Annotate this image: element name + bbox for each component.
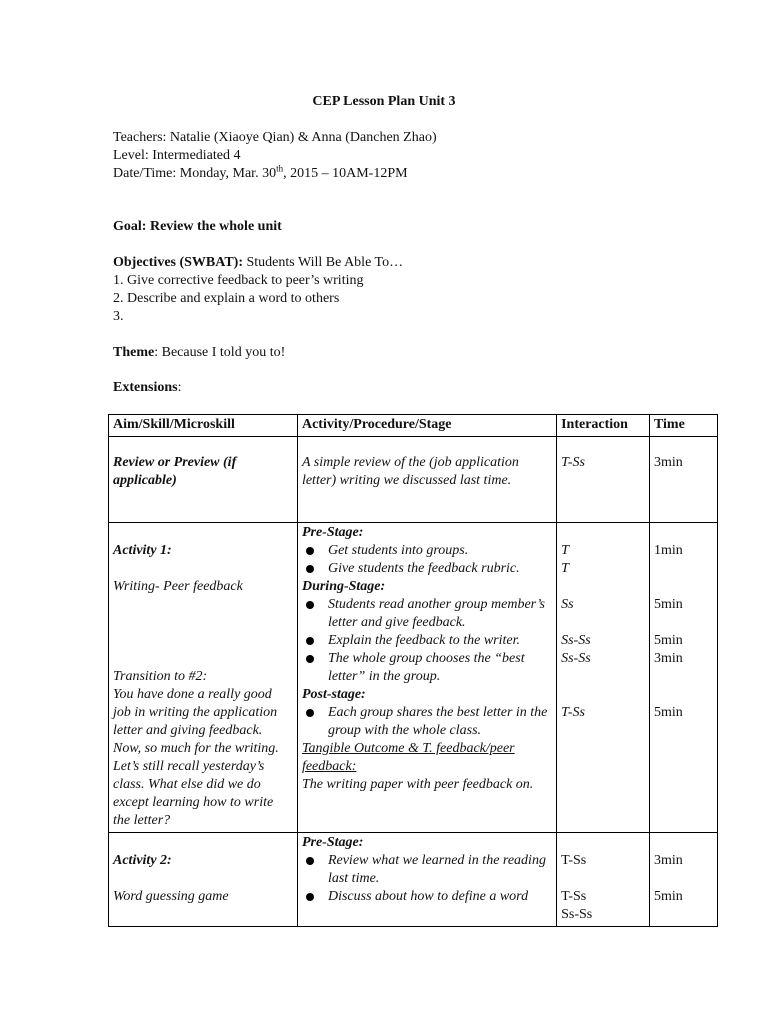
goal-label: Goal: <box>113 219 147 234</box>
list-item: Students read another group member’s letter and give feedback. <box>302 596 552 632</box>
list-item: Explain the feedback to the writer. <box>302 632 552 650</box>
table-row-review <box>109 437 718 523</box>
date-superscript: th <box>276 163 284 174</box>
extensions-colon: : <box>177 380 182 395</box>
activity1-title: Activity 1: <box>113 543 172 558</box>
interaction-value: Ss <box>561 597 574 612</box>
during-stage-label: During-Stage: <box>301 579 386 594</box>
goal-line <box>113 219 282 235</box>
list-item: Get students into groups. <box>302 542 552 560</box>
interaction-value: Ss-Ss <box>561 633 591 648</box>
objectives-intro: Students Will Be Able To… <box>243 255 404 270</box>
activity2-title: Activity 2: <box>113 853 172 868</box>
activity1-time-cell <box>649 523 717 833</box>
outcome-text: The writing paper with peer feedback on. <box>301 777 534 792</box>
objectives-heading <box>113 255 403 271</box>
time-value: 5min <box>653 597 683 612</box>
table-row-activity-2 <box>109 833 718 927</box>
post-stage-list <box>302 704 552 740</box>
time-value: 5min <box>653 705 683 720</box>
transition-title: Transition to #2: <box>113 669 208 684</box>
activity1-aim-cell <box>109 523 298 833</box>
transition-text: You have done a really good job in writing the application letter and giving feedback. Now, so much for the writing. Let’s still recall yesterday’s class. What else did we do except learning how to write the letter? <box>113 687 279 828</box>
theme-line <box>113 345 285 361</box>
review-aim: Review or Preview (if applicable) <box>113 455 237 488</box>
interaction-value: T-Ss <box>561 889 587 904</box>
interaction-value: T <box>561 561 569 576</box>
during-stage-list <box>302 596 552 686</box>
objectives-label: Objectives (SWBAT): <box>113 255 243 270</box>
activity2-subtitle: Word guessing game <box>113 889 229 904</box>
time-value: 5min <box>653 889 683 904</box>
level-line: Level: Intermediated 4 <box>113 148 241 163</box>
time-value: 3min <box>653 853 683 868</box>
table-row-activity-1 <box>109 523 718 833</box>
header-activity: Activity/Procedure/Stage <box>297 415 556 437</box>
interaction-value: T-Ss <box>561 853 587 868</box>
lesson-plan-table <box>108 414 718 927</box>
time-value: 5min <box>653 633 683 648</box>
teachers-line: Teachers: Natalie (Xiaoye Qian) & Anna (Danchen Zhao) <box>113 130 437 145</box>
list-item: Review what we learned in the reading last time. <box>302 852 552 888</box>
header-aim: Aim/Skill/Microskill <box>109 415 298 437</box>
activity1-subtitle: Writing- Peer feedback <box>113 579 243 594</box>
interaction-value: Ss-Ss <box>561 651 591 666</box>
theme-text: : Because I told you to! <box>154 345 286 360</box>
activity2-pre-stage-list <box>302 852 552 906</box>
page-title: CEP Lesson Plan Unit 3 <box>312 94 456 109</box>
activity2-time-cell <box>649 833 717 927</box>
activity2-pre-stage-label: Pre-Stage: <box>301 835 364 850</box>
post-stage-label: Post-stage: <box>301 687 366 702</box>
interaction-value: T <box>561 543 569 558</box>
date-suffix: , 2015 – 10AM-12PM <box>283 166 408 181</box>
activity2-aim-cell <box>109 833 298 927</box>
goal-text: Review the whole unit <box>146 219 282 234</box>
table-header-row <box>109 415 718 437</box>
objective-item: 2. Describe and explain a word to others <box>113 291 340 306</box>
pre-stage-list <box>302 542 552 578</box>
header-time: Time <box>649 415 717 437</box>
list-item: Discuss about how to define a word <box>302 888 552 906</box>
activity1-interaction-cell <box>557 523 650 833</box>
objective-item: 3. <box>113 309 124 324</box>
review-time-cell <box>649 437 717 523</box>
interaction-value: Ss-Ss <box>561 907 593 922</box>
theme-label: Theme <box>113 345 155 360</box>
pre-stage-label: Pre-Stage: <box>301 525 364 540</box>
review-activity: A simple review of the (job application letter) writing we discussed last time. <box>301 455 519 488</box>
list-item: The whole group chooses the “best letter” in the group. <box>302 650 552 686</box>
header-interaction: Interaction <box>557 415 650 437</box>
activity1-procedure-cell <box>297 523 556 833</box>
review-time: 3min <box>653 455 683 470</box>
objective-item: 1. Give corrective feedback to peer’s writing <box>113 273 364 288</box>
review-interaction-cell <box>557 437 650 523</box>
list-item: Each group shares the best letter in the group with the whole class. <box>302 704 552 740</box>
interaction-value: T-Ss <box>561 705 585 720</box>
time-value: 3min <box>653 651 683 666</box>
outcome-label: Tangible Outcome & T. feedback/peer feedback: <box>301 741 515 774</box>
extensions-line <box>113 380 181 396</box>
list-item: Give students the feedback rubric. <box>302 560 552 578</box>
activity2-interaction-cell <box>557 833 650 927</box>
review-aim-cell <box>109 437 298 523</box>
review-activity-cell <box>297 437 556 523</box>
review-interaction: T-Ss <box>561 455 585 470</box>
activity2-procedure-cell <box>297 833 556 927</box>
extensions-label: Extensions <box>113 380 178 395</box>
date-line <box>113 163 408 182</box>
time-value: 1min <box>653 543 683 558</box>
date-prefix: Date/Time: Monday, Mar. 30 <box>113 166 277 181</box>
